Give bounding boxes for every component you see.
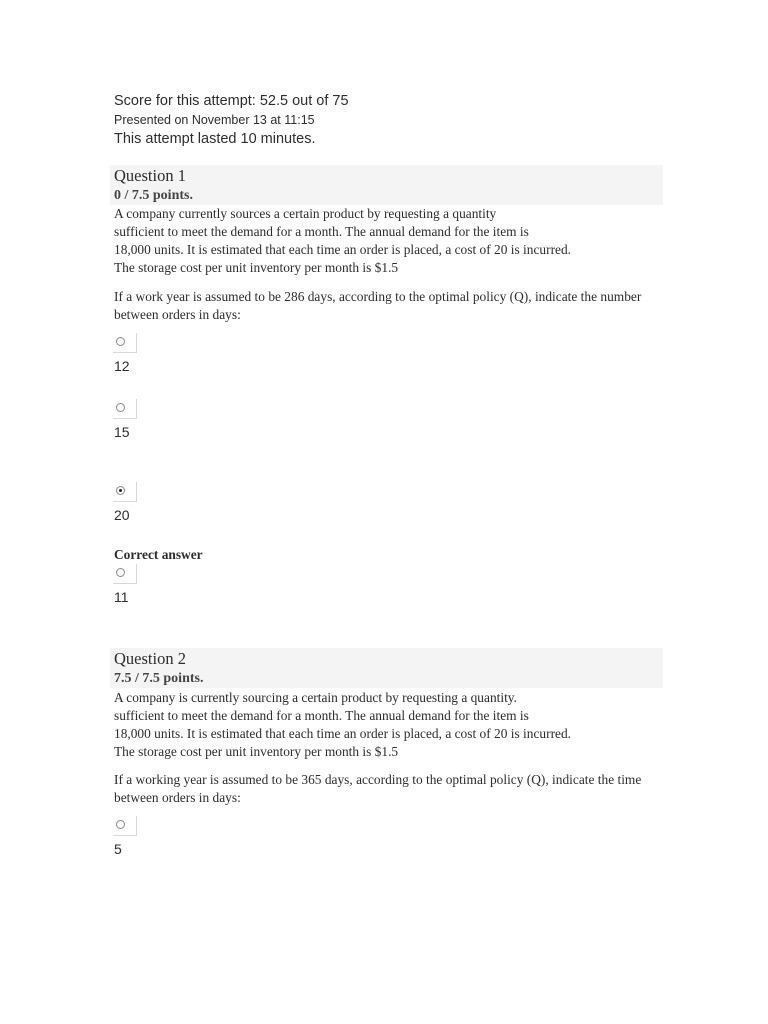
question-2-points: 7.5 / 7.5 points.	[114, 671, 204, 686]
question-2-text	[114, 689, 654, 761]
correct-answer-radio[interactable]	[113, 564, 137, 584]
answer-option-radio-selected[interactable]	[113, 482, 137, 502]
question-1-prompt: If a work year is assumed to be 286 days, according to the optimal policy (Q), indicate the number between orders in days:	[114, 289, 642, 322]
question-2-text-line: 18,000 units. It is estimated that each time an order is placed, a cost of 20 is incurred.	[114, 726, 572, 741]
correct-answer-label: 11	[114, 589, 129, 605]
answer-option-radio[interactable]	[113, 816, 137, 836]
radio-button-icon[interactable]	[116, 568, 125, 577]
answer-option-radio[interactable]	[113, 333, 137, 353]
attempt-duration: This attempt lasted 10 minutes.	[114, 131, 316, 147]
answer-option-label: 5	[114, 841, 122, 857]
question-1-text-line: sufficient to meet the demand for a month. The annual demand for the item is	[114, 224, 529, 239]
radio-button-icon[interactable]	[116, 820, 125, 829]
question-2-text-line: A company is currently sourcing a certain product by requesting a quantity.	[114, 690, 517, 705]
question-1-text-line: 18,000 units. It is estimated that each time an order is placed, a cost of 20 is incurred.	[114, 242, 572, 257]
question-1-header	[110, 165, 663, 205]
attempt-presented-date: Presented on November 13 at 11:15	[114, 113, 315, 127]
question-2-prompt: If a working year is assumed to be 365 days, according to the optimal policy (Q), indicate the time between orders in days:	[114, 772, 642, 805]
question-1-text-line: A company currently sources a certain product by requesting a quantity	[114, 206, 497, 221]
radio-button-icon[interactable]	[116, 403, 125, 412]
question-2-header	[110, 648, 663, 688]
radio-button-icon[interactable]	[116, 337, 125, 346]
question-2-text-line: sufficient to meet the demand for a month. The annual demand for the item is	[114, 708, 529, 723]
attempt-score: Score for this attempt: 52.5 out of 75	[114, 93, 349, 109]
question-1-title: Question 1	[114, 166, 186, 185]
question-1-text-line: The storage cost per unit inventory per month is $1.5	[114, 260, 399, 275]
answer-option-label: 15	[114, 424, 130, 440]
answer-option-label: 12	[114, 358, 130, 374]
correct-answer-heading: Correct answer	[114, 547, 203, 562]
radio-button-checked-icon[interactable]	[116, 486, 125, 495]
question-2-text-line: The storage cost per unit inventory per month is $1.5	[114, 744, 399, 759]
question-2-title: Question 2	[114, 649, 186, 668]
answer-option-label: 20	[114, 507, 130, 523]
question-1-text	[114, 205, 654, 277]
question-1-points: 0 / 7.5 points.	[114, 188, 193, 203]
answer-option-radio[interactable]	[113, 399, 137, 419]
